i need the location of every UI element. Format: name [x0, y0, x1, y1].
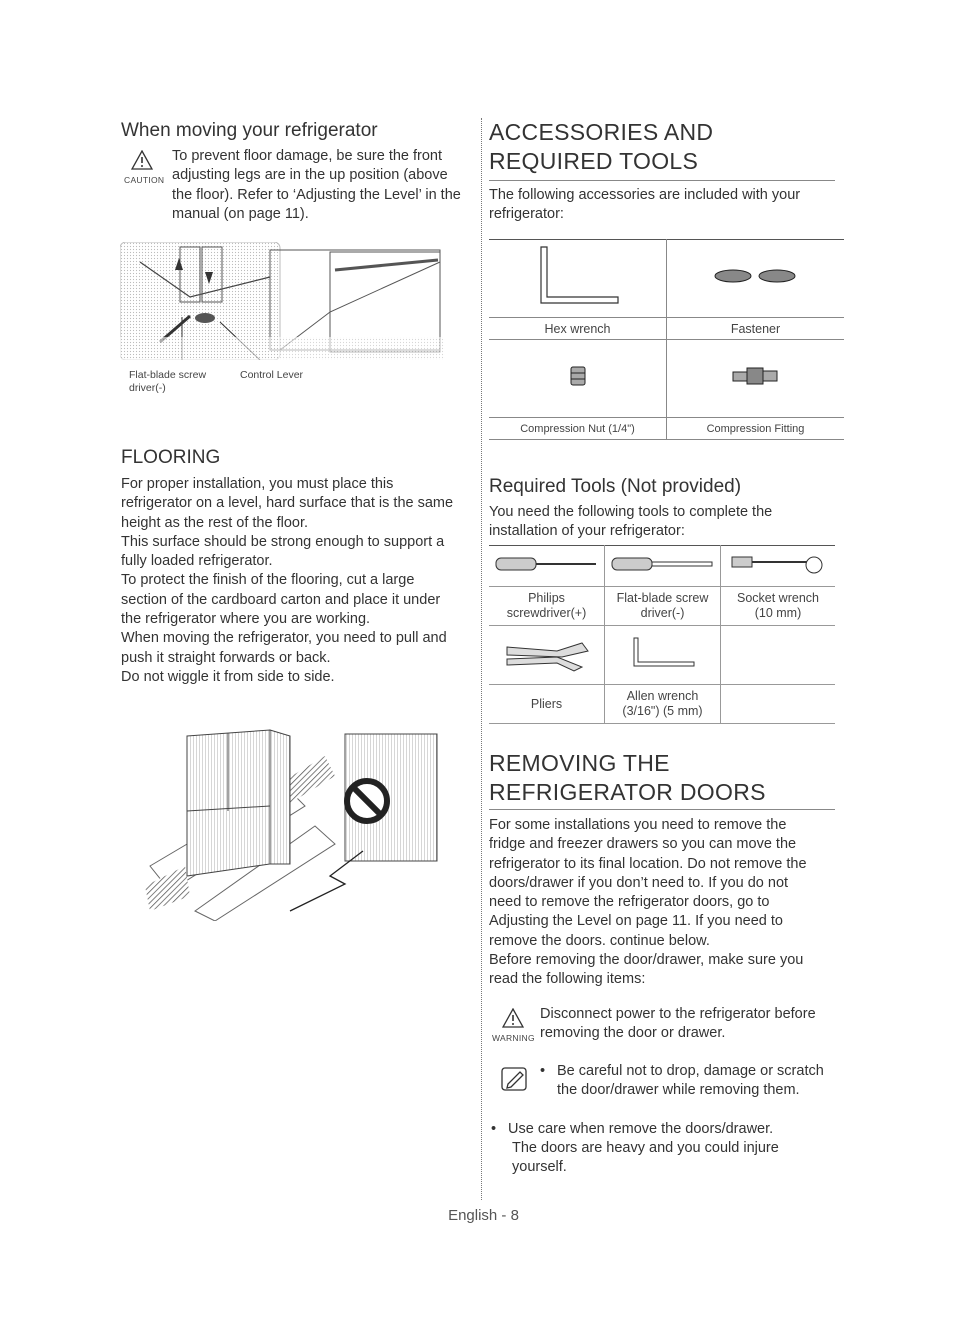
warning-label: WARNING [492, 1033, 535, 1043]
front-leg-illustration [120, 242, 445, 360]
tool-label-line2: (3/16") (5 mm) [622, 704, 703, 718]
pliers-icon [502, 633, 592, 673]
bullet2-dot: • [491, 1121, 497, 1137]
tool-label-line2: screwdriver(+) [506, 606, 587, 620]
allen-wrench-icon [628, 636, 698, 670]
fastener-icon [711, 264, 801, 288]
removing-title-line1: REMOVING THE [489, 750, 670, 776]
accessory-cell [489, 340, 667, 418]
tool-cell [721, 546, 836, 587]
warning-text: Disconnect power to the refrigerator before removing the door or drawer. [540, 1006, 816, 1042]
hex-wrench-icon [533, 245, 623, 307]
removing-para2: Before removing the door/drawer, make sure you read the following items: [489, 952, 804, 988]
warning-block [492, 1008, 534, 1043]
socket-wrench-icon [728, 549, 828, 579]
tool-label-line1: Socket wrench [737, 591, 819, 605]
caution-label: CAUTION [124, 175, 165, 185]
caution-block [124, 150, 165, 185]
flooring-title: FLOORING [121, 447, 221, 468]
tool-label-line2: driver(-) [640, 606, 685, 620]
note-bullet-dot: • [540, 1063, 546, 1079]
accessory-cell [667, 240, 845, 318]
removing-rule [489, 809, 835, 810]
removing-para1: For some installations you need to remove the fridge and freezer drawers so you can move the refrigerator to its final location. Do not remove the doors/drawer if you don’t need to. If you do not need to remove the refrigerator doors, go to Adjusting the Level on page 11. If you need to remove the doors. continue below. [489, 817, 807, 949]
tool-label [605, 685, 721, 724]
accessories-rule [489, 180, 835, 181]
accessories-title-line1: ACCESSORIES AND [489, 119, 714, 145]
accessory-label: Compression Fitting [667, 418, 845, 440]
tool-cell-empty [721, 626, 836, 685]
accessory-cell [667, 340, 845, 418]
accessory-cell [489, 240, 667, 318]
accessory-label: Compression Nut (1/4") [489, 418, 667, 440]
tool-label-line1: Pliers [530, 696, 563, 711]
tool-label [489, 587, 605, 626]
tool-label [489, 685, 605, 724]
tool-label [605, 587, 721, 626]
flooring-line: For proper installation, you must place this refrigerator on a level, hard surface that is the same height as the rest of the floor. [121, 476, 454, 531]
tool-label-empty [721, 685, 836, 724]
caution-text: To prevent floor damage, be sure the front adjusting legs are in the up position (above the floor). Refer to ‘Adjusting the Level’ in the manual (on page 11). [172, 148, 461, 222]
caution-triangle-icon [131, 150, 153, 170]
accessories-table [489, 239, 844, 440]
removing-heading [489, 749, 835, 807]
compression-fitting-icon [731, 366, 781, 386]
accessories-intro: The following accessories are included with your refrigerator: [489, 187, 801, 223]
note-icon [500, 1066, 530, 1092]
tool-cell [605, 546, 721, 587]
accessory-label: Fastener [667, 318, 845, 340]
flat-blade-screwdriver-icon [610, 555, 715, 573]
tool-cell [489, 626, 605, 685]
tools-table [489, 545, 835, 724]
bullet2-line2: The doors are heavy and you could injure yourself. [512, 1140, 779, 1176]
removing-title-line2: REFRIGERATOR DOORS [489, 779, 766, 805]
tools-title: Required Tools (Not provided) [489, 476, 742, 497]
caption-control-lever: Control Lever [240, 369, 304, 381]
tool-label-line2: (10 mm) [754, 606, 802, 620]
bullet2-line1: Use care when remove the doors/drawer. [508, 1121, 774, 1137]
flooring-line: This surface should be strong enough to support a fully loaded refrigerator. [121, 533, 445, 570]
tool-cell [605, 626, 721, 685]
note-bullet-text: Be careful not to drop, damage or scratch the door/drawer while removing them. [557, 1063, 824, 1099]
column-divider [481, 118, 482, 1200]
accessory-label: Hex wrench [489, 318, 667, 340]
philips-screwdriver-icon [494, 555, 599, 573]
flooring-line: When moving the refrigerator, you need to pull and push it straight forwards or back. [121, 630, 447, 666]
flooring-line: Do not wiggle it from side to side. [121, 668, 335, 685]
flooring-line: To protect the finish of the flooring, cut a large section of the cardboard carton and place it under the refrigerator where you are working. [121, 572, 441, 628]
tool-label-line1: Philips [528, 591, 565, 605]
moving-fridge-illustration [145, 726, 445, 921]
caption-flat-blade: Flat-blade screw driver(-) [129, 369, 207, 394]
page-footer: English - 8 [448, 1207, 519, 1224]
tool-label-line1: Flat-blade screw [616, 591, 709, 605]
accessories-title-line2: REQUIRED TOOLS [489, 148, 699, 174]
moving-section [121, 120, 378, 142]
warning-triangle-icon [502, 1008, 524, 1028]
tool-label-line1: Allen wrench [626, 689, 699, 703]
accessories-heading [489, 118, 835, 176]
tool-label [721, 587, 836, 626]
tool-cell [489, 546, 605, 587]
tools-intro: You need the following tools to complete the installation of your refrigerator: [489, 504, 773, 540]
compression-nut-icon [568, 365, 588, 387]
flooring-body [121, 475, 461, 687]
moving-title: When moving your refrigerator [121, 120, 378, 141]
